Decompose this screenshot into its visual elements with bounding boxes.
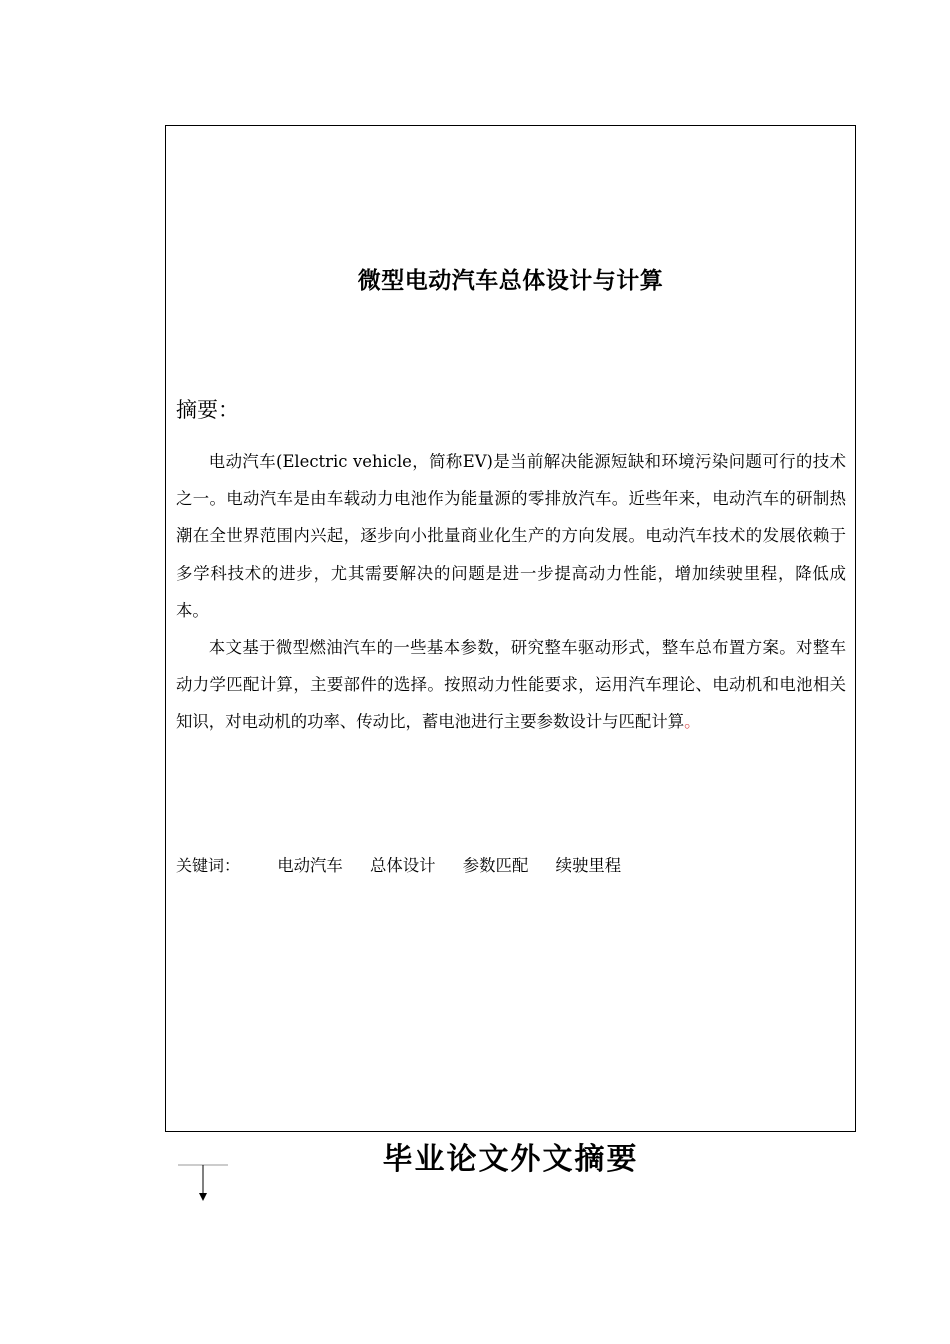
abstract-paragraph-1: 电动汽车(Electric vehicle，简称EV)是当前解决能源短缺和环境污染问题可行的技术之一。电动汽车是由车载动力电池作为能量源的零排放汽车。近些年来，电动汽车的研制热潮在全世界范围内兴起，逐步向小批量商业化生产的方向发展。电动汽车技术的发展依赖于多学科技术的进步，尤其需要解决的问题是进一步提高动力性能，增加续驶里程，降低成本。 <box>176 452 846 620</box>
keywords-line <box>176 850 643 882</box>
keyword-item: 参数匹配 <box>462 856 529 875</box>
abstract-paragraph-2 <box>176 629 846 741</box>
thesis-title: 微型电动汽车总体设计与计算 <box>357 268 664 294</box>
keywords-label: 关键词： <box>176 856 241 875</box>
keyword-item: 电动汽车 <box>277 856 343 875</box>
paragraph-end-mark: 。 <box>684 712 701 732</box>
abstract-body <box>176 443 846 741</box>
abstract-heading: 摘要： <box>176 398 239 422</box>
keyword-item: 续驶里程 <box>555 856 622 875</box>
foreign-abstract-title: 毕业论文外文摘要 <box>382 1142 639 1177</box>
keyword-item: 总体设计 <box>370 856 436 875</box>
section-break-marker-icon <box>178 1164 228 1204</box>
abstract-paragraph-2-text: 本文基于微型燃油汽车的一些基本参数，研究整车驱动形式，整车总布置方案。对整车动力学匹配计算，主要部件的选择。按照动力性能要求，运用汽车理论、电动机和电池相关知识，对电动机的功率、传动比，蓄电池进行主要参数设计与匹配计算 <box>176 638 846 732</box>
